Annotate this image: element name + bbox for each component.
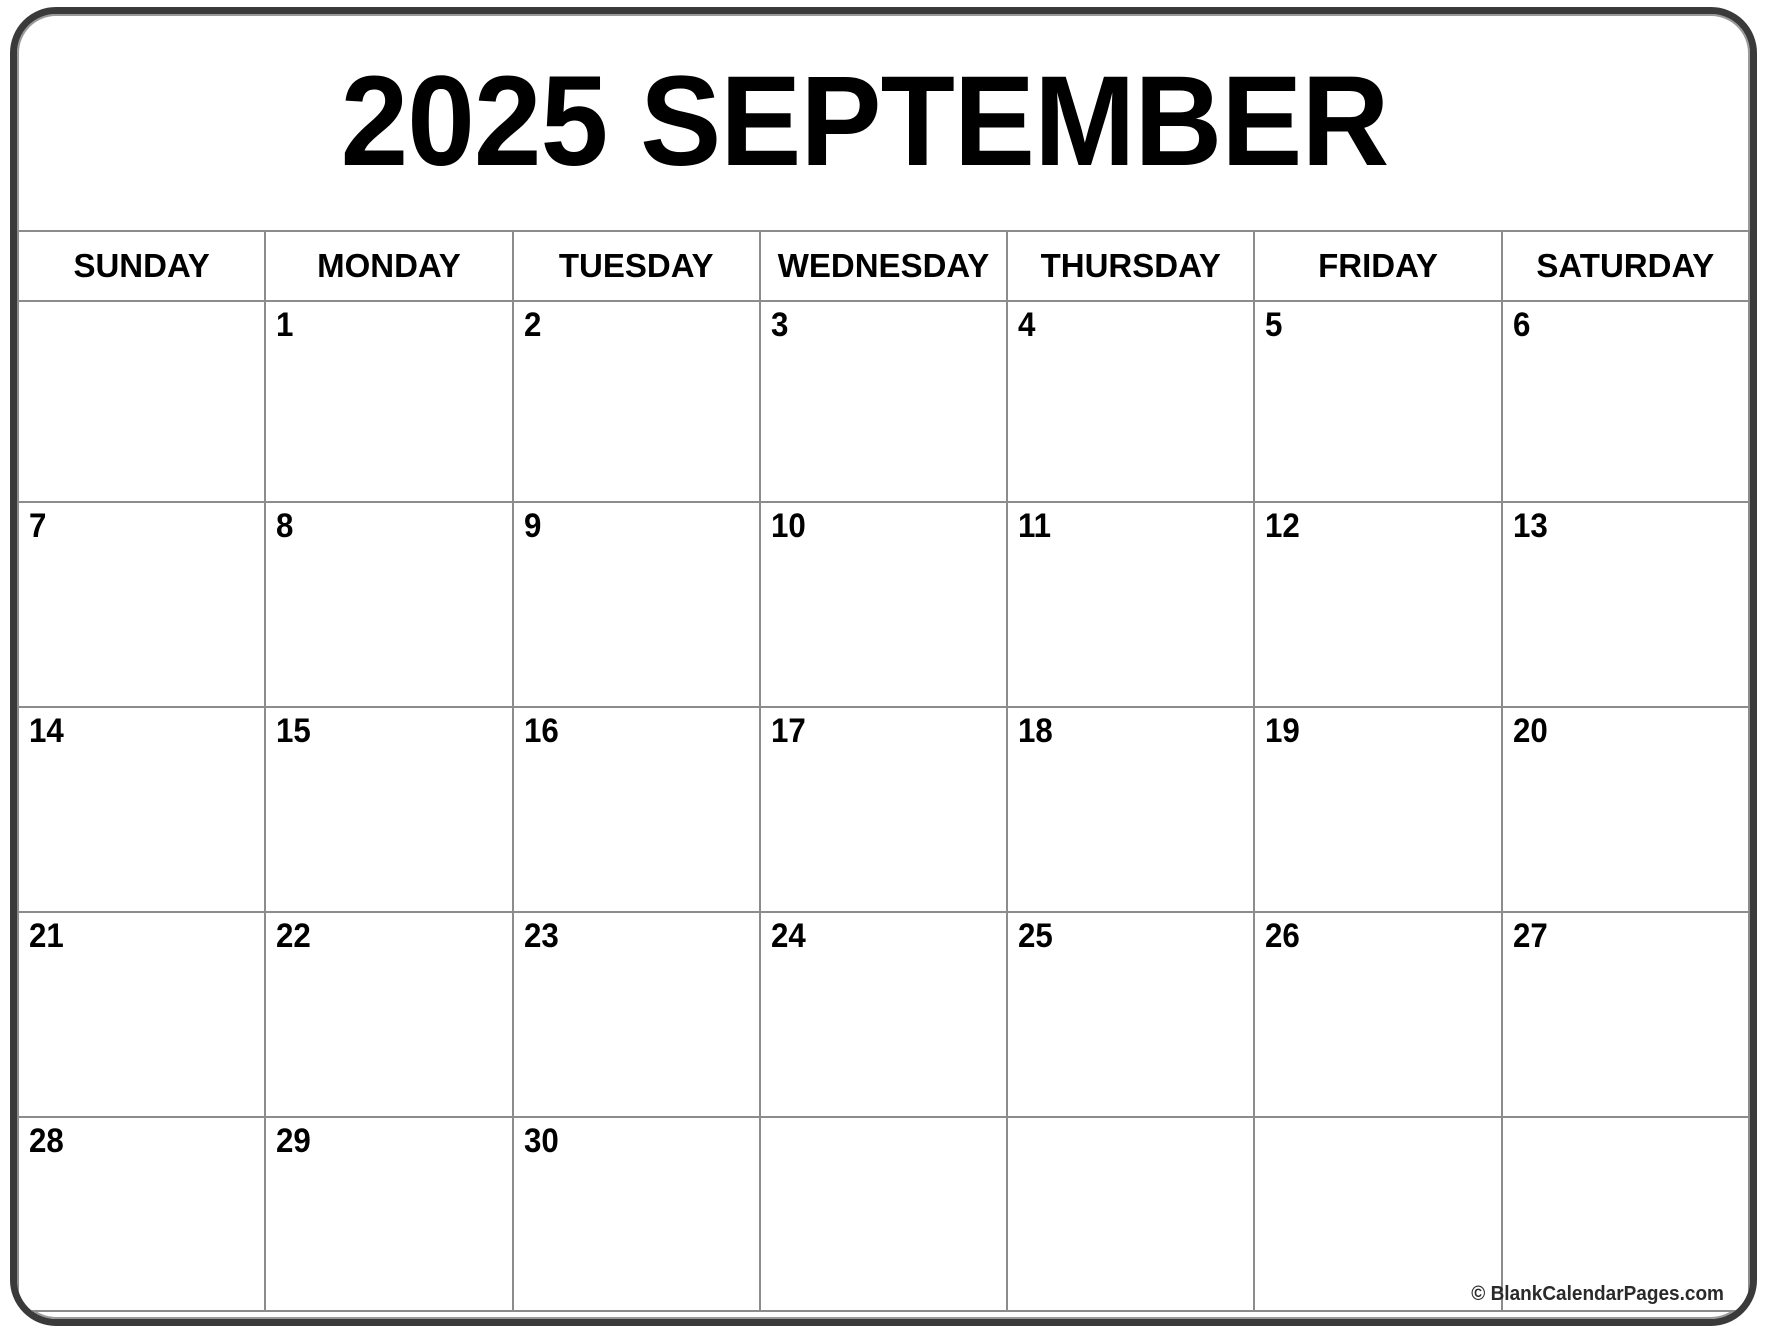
- day-number: 13: [1512, 507, 1548, 545]
- day-number: 10: [770, 507, 806, 545]
- day-cell: [513, 707, 760, 912]
- day-number: 24: [770, 917, 806, 955]
- day-cell: [18, 912, 265, 1117]
- calendar-page: [10, 7, 1757, 1326]
- day-number: 4: [1018, 306, 1036, 344]
- day-cell: [1254, 502, 1501, 707]
- weekday-header-sunday: SUNDAY: [18, 231, 265, 301]
- day-number: 22: [276, 917, 312, 955]
- day-cell: [1502, 502, 1749, 707]
- day-number: 19: [1265, 712, 1301, 750]
- day-cell: [1254, 1117, 1501, 1311]
- day-number: 6: [1512, 306, 1531, 344]
- day-number: 11: [1018, 507, 1052, 545]
- day-number: 25: [1018, 917, 1053, 955]
- day-cell: [1007, 1117, 1254, 1311]
- watermark-credit: © BlankCalendarPages.com: [1471, 1283, 1724, 1305]
- day-number: 20: [1512, 712, 1548, 750]
- day-cell: [265, 707, 512, 912]
- day-cell: [265, 1117, 512, 1311]
- day-number: 7: [29, 507, 47, 545]
- day-number: 27: [1512, 917, 1548, 955]
- day-cell: [1007, 301, 1254, 502]
- day-cell: [1007, 912, 1254, 1117]
- day-number: 1: [276, 306, 294, 344]
- day-cell: [513, 502, 760, 707]
- day-number: 21: [29, 917, 64, 955]
- weekday-header-tuesday: TUESDAY: [513, 231, 760, 301]
- day-number: 8: [276, 507, 294, 545]
- day-cell: [1254, 301, 1501, 502]
- weekday-header-thursday: THURSDAY: [1007, 231, 1254, 301]
- week-row: [18, 707, 1749, 912]
- day-cell: [18, 707, 265, 912]
- day-number: 16: [523, 712, 559, 750]
- day-number: 23: [523, 917, 559, 955]
- day-cell: [513, 301, 760, 502]
- day-number: 29: [276, 1122, 312, 1160]
- day-number: 9: [523, 507, 541, 545]
- day-cell: [1502, 707, 1749, 912]
- day-cell: [760, 301, 1007, 502]
- day-number: 28: [29, 1122, 64, 1160]
- day-cell: [18, 301, 265, 502]
- day-cell: [1502, 912, 1749, 1117]
- day-number: 30: [523, 1122, 559, 1160]
- day-cell: [1254, 912, 1501, 1117]
- week-row: [18, 912, 1749, 1117]
- day-number: 17: [770, 712, 806, 750]
- day-cell: [18, 502, 265, 707]
- day-number: 26: [1265, 917, 1301, 955]
- day-cell: [265, 502, 512, 707]
- weekday-header-monday: MONDAY: [265, 231, 512, 301]
- week-row: [18, 1117, 1749, 1311]
- day-cell: [1007, 502, 1254, 707]
- day-number: 3: [770, 306, 789, 344]
- weekday-header-saturday: SATURDAY: [1502, 231, 1749, 301]
- day-cell: [265, 912, 512, 1117]
- day-cell: [1471, 1117, 1749, 1311]
- day-cell: [513, 1117, 760, 1311]
- day-cell: [265, 301, 512, 502]
- day-number: 5: [1265, 306, 1283, 344]
- title-area: [17, 14, 1750, 230]
- day-cell: [1007, 707, 1254, 912]
- day-cell: [18, 1117, 265, 1311]
- weekday-header-friday: FRIDAY: [1254, 231, 1501, 301]
- day-number: 15: [276, 712, 312, 750]
- week-row: [18, 502, 1749, 707]
- calendar-grid: [17, 230, 1750, 1312]
- page-title: 2025 SEPTEMBER: [340, 50, 1389, 193]
- weekday-header-row: [18, 231, 1749, 301]
- day-cell: [513, 912, 760, 1117]
- day-number: 2: [523, 306, 541, 344]
- day-cell: [760, 502, 1007, 707]
- day-cell: [1502, 301, 1749, 502]
- day-number: 18: [1018, 712, 1053, 750]
- day-cell: [760, 707, 1007, 912]
- day-number: 12: [1265, 507, 1301, 545]
- weekday-header-wednesday: WEDNESDAY: [760, 231, 1007, 301]
- day-number: 14: [29, 712, 64, 750]
- day-cell: [1254, 707, 1501, 912]
- day-cell: [760, 912, 1007, 1117]
- week-row: [18, 301, 1749, 502]
- day-cell: [760, 1117, 1007, 1311]
